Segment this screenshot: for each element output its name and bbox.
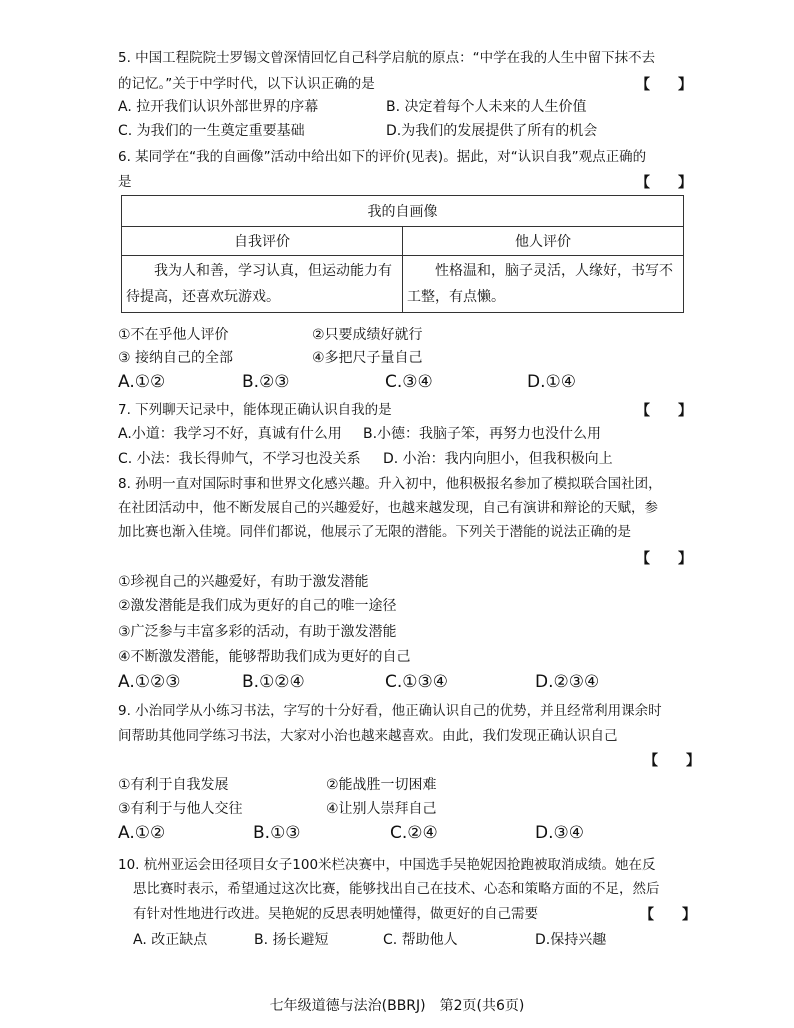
q8-choice-b: B.①②④ <box>242 672 305 692</box>
q8-answer-bracket: 【 】 <box>636 551 692 567</box>
q8-choice-c: C.①③④ <box>385 672 448 692</box>
table-caption: 我的自画像 <box>122 196 684 227</box>
q8-stem-line3: 加比赛也渐入佳境。同伴们都说，他展示了无限的潜能。下列关于潜能的说法正确的是 <box>118 524 631 540</box>
q9-choice-a: A.①② <box>118 823 166 843</box>
q10-option-c: C. 帮助他人 <box>383 932 458 948</box>
q6-item-4: ④多把尺子量自己 <box>312 350 423 366</box>
q8-choice-d: D.②③④ <box>535 672 600 692</box>
q5-stem-line2: 的记忆。”关于中学时代，以下认识正确的是 <box>118 76 375 92</box>
q9-stem-line1: 9. 小治同学从小练习书法，字写的十分好看，他正确认识自己的优势，并且经常利用课余时 <box>118 703 662 719</box>
q9-stem-line2: 间帮助其他同学练习书法，大家对小治也越来越喜欢。由此，我们发现正确认识自己 <box>118 728 618 744</box>
q10-stem-line2: 思比赛时表示，希望通过这次比赛，能够找出自己在技术、心态和策略方面的不足，然后 <box>133 881 660 897</box>
q6-item-2: ②只要成绩好就行 <box>312 327 423 343</box>
q7-answer-bracket: 【 】 <box>636 403 692 419</box>
page-footer: 七年级道德与法治(BBRJ) 第2页(共6页) <box>269 998 525 1014</box>
table-cell-others-eval: 性格温和，脑子灵活，人缘好，书写不工整，有点懒。 <box>403 256 684 313</box>
q6-choice-d: D.①④ <box>527 372 576 392</box>
q6-answer-bracket: 【 】 <box>636 175 692 191</box>
q10-option-b: B. 扬长避短 <box>254 932 329 948</box>
q9-item-2: ②能战胜一切困难 <box>326 777 437 793</box>
table-header-others: 他人评价 <box>403 227 684 256</box>
q8-item-3: ③广泛参与丰富多彩的活动，有助于激发潜能 <box>118 624 397 640</box>
q5-option-d: D.为我们的发展提供了所有的机会 <box>386 123 598 139</box>
q6-item-1: ①不在乎他人评价 <box>118 327 229 343</box>
q10-answer-bracket: 【 】 <box>640 907 696 923</box>
q9-choice-c: C.②④ <box>390 823 438 843</box>
q8-item-1: ①珍视自己的兴趣爱好，有助于激发潜能 <box>118 574 369 590</box>
q9-item-1: ①有利于自我发展 <box>118 777 229 793</box>
q7-option-b: B.小德：我脑子笨，再努力也没什么用 <box>363 426 602 442</box>
q8-item-2: ②激发潜能是我们成为更好的自己的唯一途径 <box>118 598 397 614</box>
q6-choice-c: C.③④ <box>385 372 433 392</box>
q5-stem-line1: 5. 中国工程院院士罗锡文曾深情回忆自己科学启航的原点：“中学在我的人生中留下抹不去 <box>118 50 656 66</box>
q8-choice-a: A.①②③ <box>118 672 181 692</box>
q10-option-d: D.保持兴趣 <box>535 932 607 948</box>
q6-choice-b: B.②③ <box>242 372 290 392</box>
q6-item-3: ③ 接纳自己的全部 <box>118 350 234 366</box>
q6-choice-a: A.①② <box>118 372 166 392</box>
q8-item-4: ④不断激发潜能，能够帮助我们成为更好的自己 <box>118 649 411 665</box>
q8-stem-line1: 8. 孙明一直对国际时事和世界文化感兴趣。升入初中，他积极报名参加了模拟联合国社团， <box>118 476 662 492</box>
q9-item-3: ③有利于与他人交往 <box>118 801 243 817</box>
q10-stem-line3: 有针对性地进行改进。吴艳妮的反思表明她懂得，做更好的自己需要 <box>133 906 538 922</box>
q5-option-c: C. 为我们的一生奠定重要基础 <box>118 123 305 139</box>
q5-option-a: A. 拉开我们认识外部世界的序幕 <box>118 99 319 115</box>
q9-item-4: ④让别人崇拜自己 <box>326 801 437 817</box>
q8-stem-line2: 在社团活动中，他不断发展自己的兴趣爱好，也越来越发现，自己有演讲和辩论的天赋，参 <box>118 500 658 516</box>
q7-stem-line1: 7. 下列聊天记录中，能体现正确认识自我的是 <box>118 402 392 418</box>
q6-stem-line1: 6. 某同学在“我的自画像”活动中给出如下的评价(见表)。据此，对“认识自我”观点正确的 <box>118 149 647 165</box>
q6-stem-line2: 是 <box>118 174 132 190</box>
table-cell-self-eval: 我为人和善，学习认真，但运动能力有待提高，还喜欢玩游戏。 <box>122 256 403 313</box>
q7-option-a: A.小道：我学习不好，真诚有什么用 <box>118 426 342 442</box>
q5-answer-bracket: 【 】 <box>636 77 692 93</box>
q9-choice-d: D.③④ <box>535 823 584 843</box>
q9-choice-b: B.①③ <box>253 823 301 843</box>
q7-option-d: D. 小治：我内向胆小，但我积极向上 <box>383 451 613 467</box>
self-portrait-table <box>121 195 684 313</box>
q9-answer-bracket: 【 】 <box>644 753 700 769</box>
q10-stem-line1: 10. 杭州亚运会田径项目女子100米栏决赛中，中国选手吴艳妮因抢跑被取消成绩。她在反 <box>118 857 656 873</box>
q7-option-c: C. 小法：我长得帅气，不学习也没关系 <box>118 451 361 467</box>
q10-option-a: A. 改正缺点 <box>133 932 208 948</box>
q5-option-b: B. 决定着每个人未来的人生价值 <box>386 99 587 115</box>
table-header-self: 自我评价 <box>122 227 403 256</box>
